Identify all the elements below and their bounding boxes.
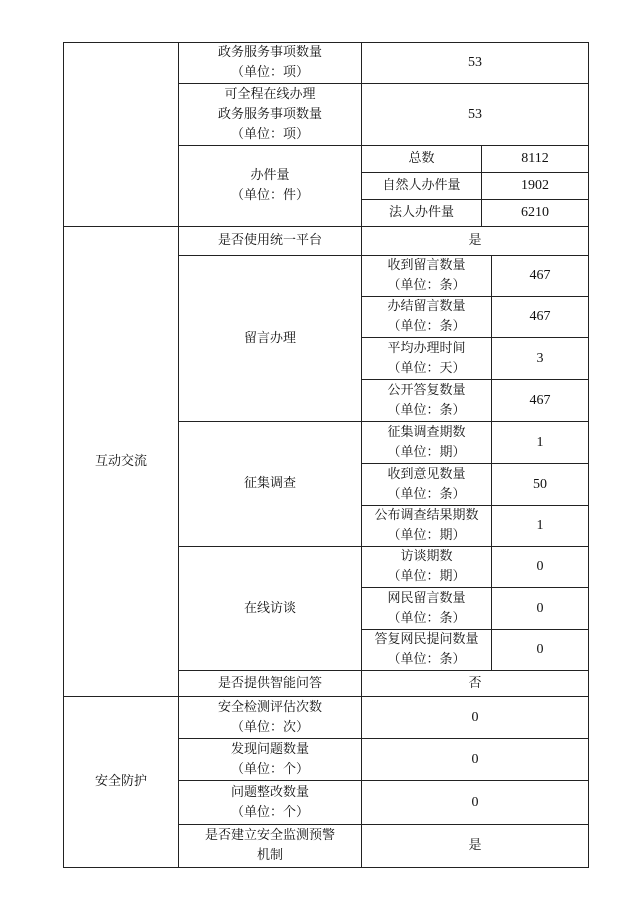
smart-qa-value-text: 否: [468, 675, 482, 691]
service-items-value: [361, 42, 589, 84]
online-items-label-text: 可全程在线办理 政务服务事项数量 （单位：项）: [217, 86, 322, 142]
messages-received-value-text: 467: [529, 268, 551, 283]
handling-legal-value: [481, 199, 589, 227]
messages-group-label: [178, 255, 362, 422]
survey-results-value-text: 1: [536, 518, 544, 533]
messages-completed-label: [361, 296, 492, 338]
interview-messages-value-text: 0: [536, 600, 544, 616]
survey-results-label: [361, 505, 492, 547]
messages-completed-label-text: 办结留言数量 （单位：条）: [387, 299, 466, 334]
handling-total-value: [481, 145, 589, 173]
unified-platform-value: [361, 226, 589, 256]
messages-group-label-text: 留言办理: [243, 330, 296, 346]
handling-volume-label-text: 办件量 （单位：件）: [230, 168, 309, 203]
service-items-label: [178, 42, 362, 84]
security-monitoring-value-text: 是: [468, 838, 482, 853]
security-monitoring-label-text: 是否建立安全监测预警 机制: [204, 828, 335, 863]
online-items-label: [178, 83, 362, 146]
security-issues-fixed-label: [178, 780, 362, 825]
security-assessments-label-text: 安全检测评估次数 （单位：次）: [217, 699, 322, 735]
interview-periods-label-text: 访谈期数 （单位：期）: [387, 549, 466, 584]
security-issues-found-value-text: 0: [471, 751, 479, 767]
security-assessments-label: [178, 696, 362, 739]
messages-avgtime-value: [491, 337, 589, 380]
messages-avgtime-label: [361, 337, 492, 380]
handling-natural-label: [361, 172, 482, 200]
messages-received-label: [361, 255, 492, 297]
interaction-category: [63, 226, 179, 697]
security-category: [63, 696, 179, 868]
handling-legal-label: [361, 199, 482, 227]
survey-group-label: [178, 421, 362, 547]
security-issues-found-label-text: 发现问题数量 （单位：个）: [230, 741, 309, 777]
unified-platform-label: [178, 226, 362, 256]
interview-answers-value-text: 0: [536, 642, 544, 657]
security-assessments-value-text: 0: [471, 709, 479, 725]
survey-opinions-label: [361, 463, 492, 506]
security-monitoring-label: [178, 824, 362, 868]
survey-opinions-value: [491, 463, 589, 506]
survey-opinions-label-text: 收到意见数量 （单位：条）: [387, 466, 466, 502]
security-issues-fixed-label-text: 问题整改数量 （单位：个）: [230, 784, 309, 820]
handling-total-label-text: 总数: [408, 151, 435, 166]
security-issues-found-label: [178, 738, 362, 781]
handling-natural-value-text: 1902: [521, 178, 549, 193]
interview-messages-label-text: 网民留言数量 （单位：条）: [387, 590, 466, 626]
survey-group-label-text: 征集调查: [243, 476, 296, 491]
handling-volume-label: [178, 145, 362, 227]
service-items-value-text: 53: [468, 55, 482, 70]
interview-group-label-text: 在线访谈: [243, 600, 296, 616]
online-items-value: [361, 83, 589, 146]
survey-results-value: [491, 505, 589, 547]
security-category-text: 安全防护: [94, 774, 147, 789]
smart-qa-label-text: 是否提供智能问答: [217, 675, 322, 691]
unified-platform-value-text: 是: [468, 233, 482, 248]
security-monitoring-value: [361, 824, 589, 868]
unified-platform-label-text: 是否使用统一平台: [217, 233, 322, 248]
survey-results-label-text: 公布调查结果期数 （单位：期）: [374, 508, 479, 543]
interview-messages-value: [491, 587, 589, 630]
messages-public-label-text: 公开答复数量 （单位：条）: [387, 382, 466, 418]
interview-group-label: [178, 546, 362, 671]
handling-natural-label-text: 自然人办件量: [382, 178, 461, 193]
survey-periods-value: [491, 421, 589, 464]
handling-total-value-text: 8112: [521, 151, 549, 166]
interview-answers-label: [361, 629, 492, 671]
interview-periods-value-text: 0: [536, 559, 544, 574]
messages-received-label-text: 收到留言数量 （单位：条）: [387, 258, 466, 293]
service-items-label-text: 政务服务事项数量 （单位：项）: [217, 45, 322, 80]
messages-public-label: [361, 379, 492, 422]
handling-total-label: [361, 145, 482, 173]
messages-received-value: [491, 255, 589, 297]
security-issues-fixed-value: [361, 780, 589, 825]
messages-avgtime-value-text: 3: [536, 350, 544, 366]
smart-qa-value: [361, 670, 589, 697]
interview-periods-value: [491, 546, 589, 588]
messages-public-value-text: 467: [529, 392, 551, 408]
interview-answers-value: [491, 629, 589, 671]
security-issues-fixed-value-text: 0: [471, 794, 479, 810]
interview-periods-label: [361, 546, 492, 588]
survey-periods-value-text: 1: [536, 434, 544, 450]
messages-public-value: [491, 379, 589, 422]
interview-answers-label-text: 答复网民提问数量 （单位：条）: [374, 632, 479, 667]
category-cell-blank: [63, 42, 179, 227]
survey-periods-label: [361, 421, 492, 464]
security-assessments-value: [361, 696, 589, 739]
survey-periods-label-text: 征集调查期数 （单位：期）: [387, 424, 466, 460]
messages-completed-value-text: 467: [529, 309, 551, 324]
interaction-category-text: 互动交流: [94, 453, 147, 469]
interview-messages-label: [361, 587, 492, 630]
messages-avgtime-label-text: 平均办理时间 （单位：天）: [387, 340, 466, 376]
handling-legal-value-text: 6210: [521, 205, 549, 220]
survey-opinions-value-text: 50: [533, 476, 547, 492]
handling-legal-label-text: 法人办件量: [388, 205, 454, 220]
messages-completed-value: [491, 296, 589, 338]
security-issues-found-value: [361, 738, 589, 781]
handling-natural-value: [481, 172, 589, 200]
online-items-value-text: 53: [468, 106, 482, 122]
smart-qa-label: [178, 670, 362, 697]
